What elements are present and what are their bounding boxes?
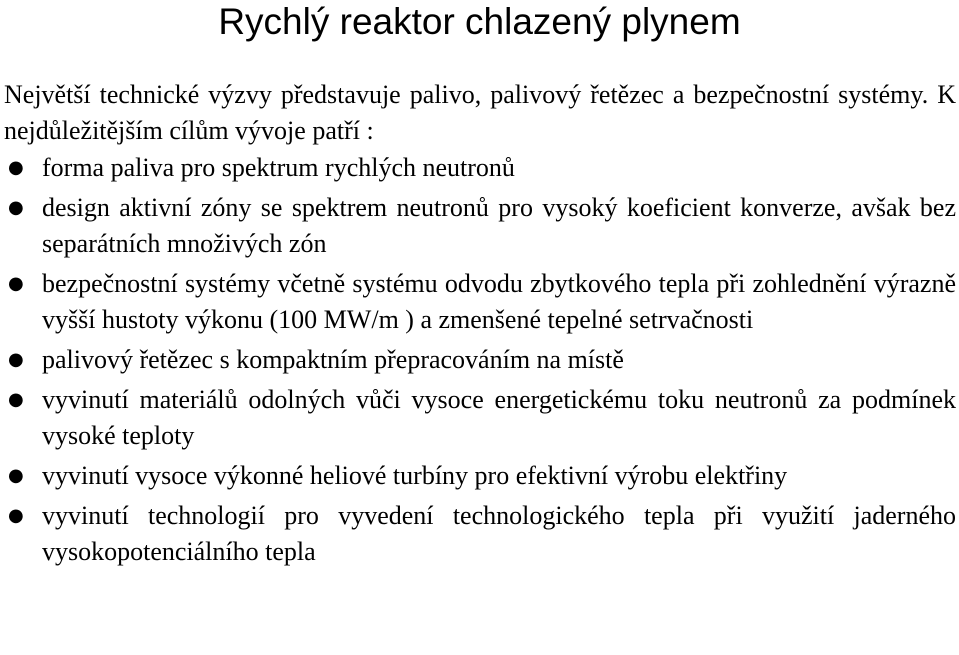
bullet-list [4, 150, 956, 570]
list-item [4, 382, 956, 454]
list-item-text: vyvinutí materiálů odolných vůči vysoce energetickému toku neutronů za podmínek vysoké teploty [42, 385, 956, 450]
list-item-text: bezpečnostní systémy včetně systému odvodu zbytkového tepla při zohlednění výrazně vyšší hustoty výkonu (100 MW/m ) a zmenšené tepelné setrvačnosti [42, 269, 956, 334]
list-item [4, 266, 956, 338]
bullet-icon: ● [8, 505, 24, 526]
list-item [4, 150, 956, 186]
list-item-text: palivový řetězec s kompaktním přepracováním na místě [42, 345, 624, 374]
slide-body [4, 77, 956, 574]
list-item-text: vyvinutí technologií pro vyvedení technologického tepla při využití jaderného vysokopotenciálního tepla [42, 501, 956, 566]
bullet-icon: ● [8, 157, 24, 178]
bullet-icon: ● [8, 389, 24, 410]
slide-title: Rychlý reaktor chlazený plynem [218, 1, 741, 42]
bullet-icon: ● [8, 349, 24, 370]
list-item-text: vyvinutí vysoce výkonné heliové turbíny pro efektivní výrobu elektřiny [42, 461, 788, 490]
bullet-icon: ● [8, 197, 24, 218]
list-item-text: forma paliva pro spektrum rychlých neutronů [42, 153, 515, 182]
list-item [4, 342, 956, 378]
list-item [4, 458, 956, 494]
bullet-icon: ● [8, 465, 24, 486]
intro-paragraph: Největší technické výzvy představuje palivo, palivový řetězec a bezpečnostní systémy. K nejdůležitějším cílům vývoje patří : [4, 80, 956, 145]
list-item [4, 190, 956, 262]
bullet-icon: ● [8, 273, 24, 294]
list-item-text: design aktivní zóny se spektrem neutronů pro vysoký koeficient konverze, avšak bez separátních množivých zón [42, 193, 956, 258]
list-item [4, 498, 956, 570]
